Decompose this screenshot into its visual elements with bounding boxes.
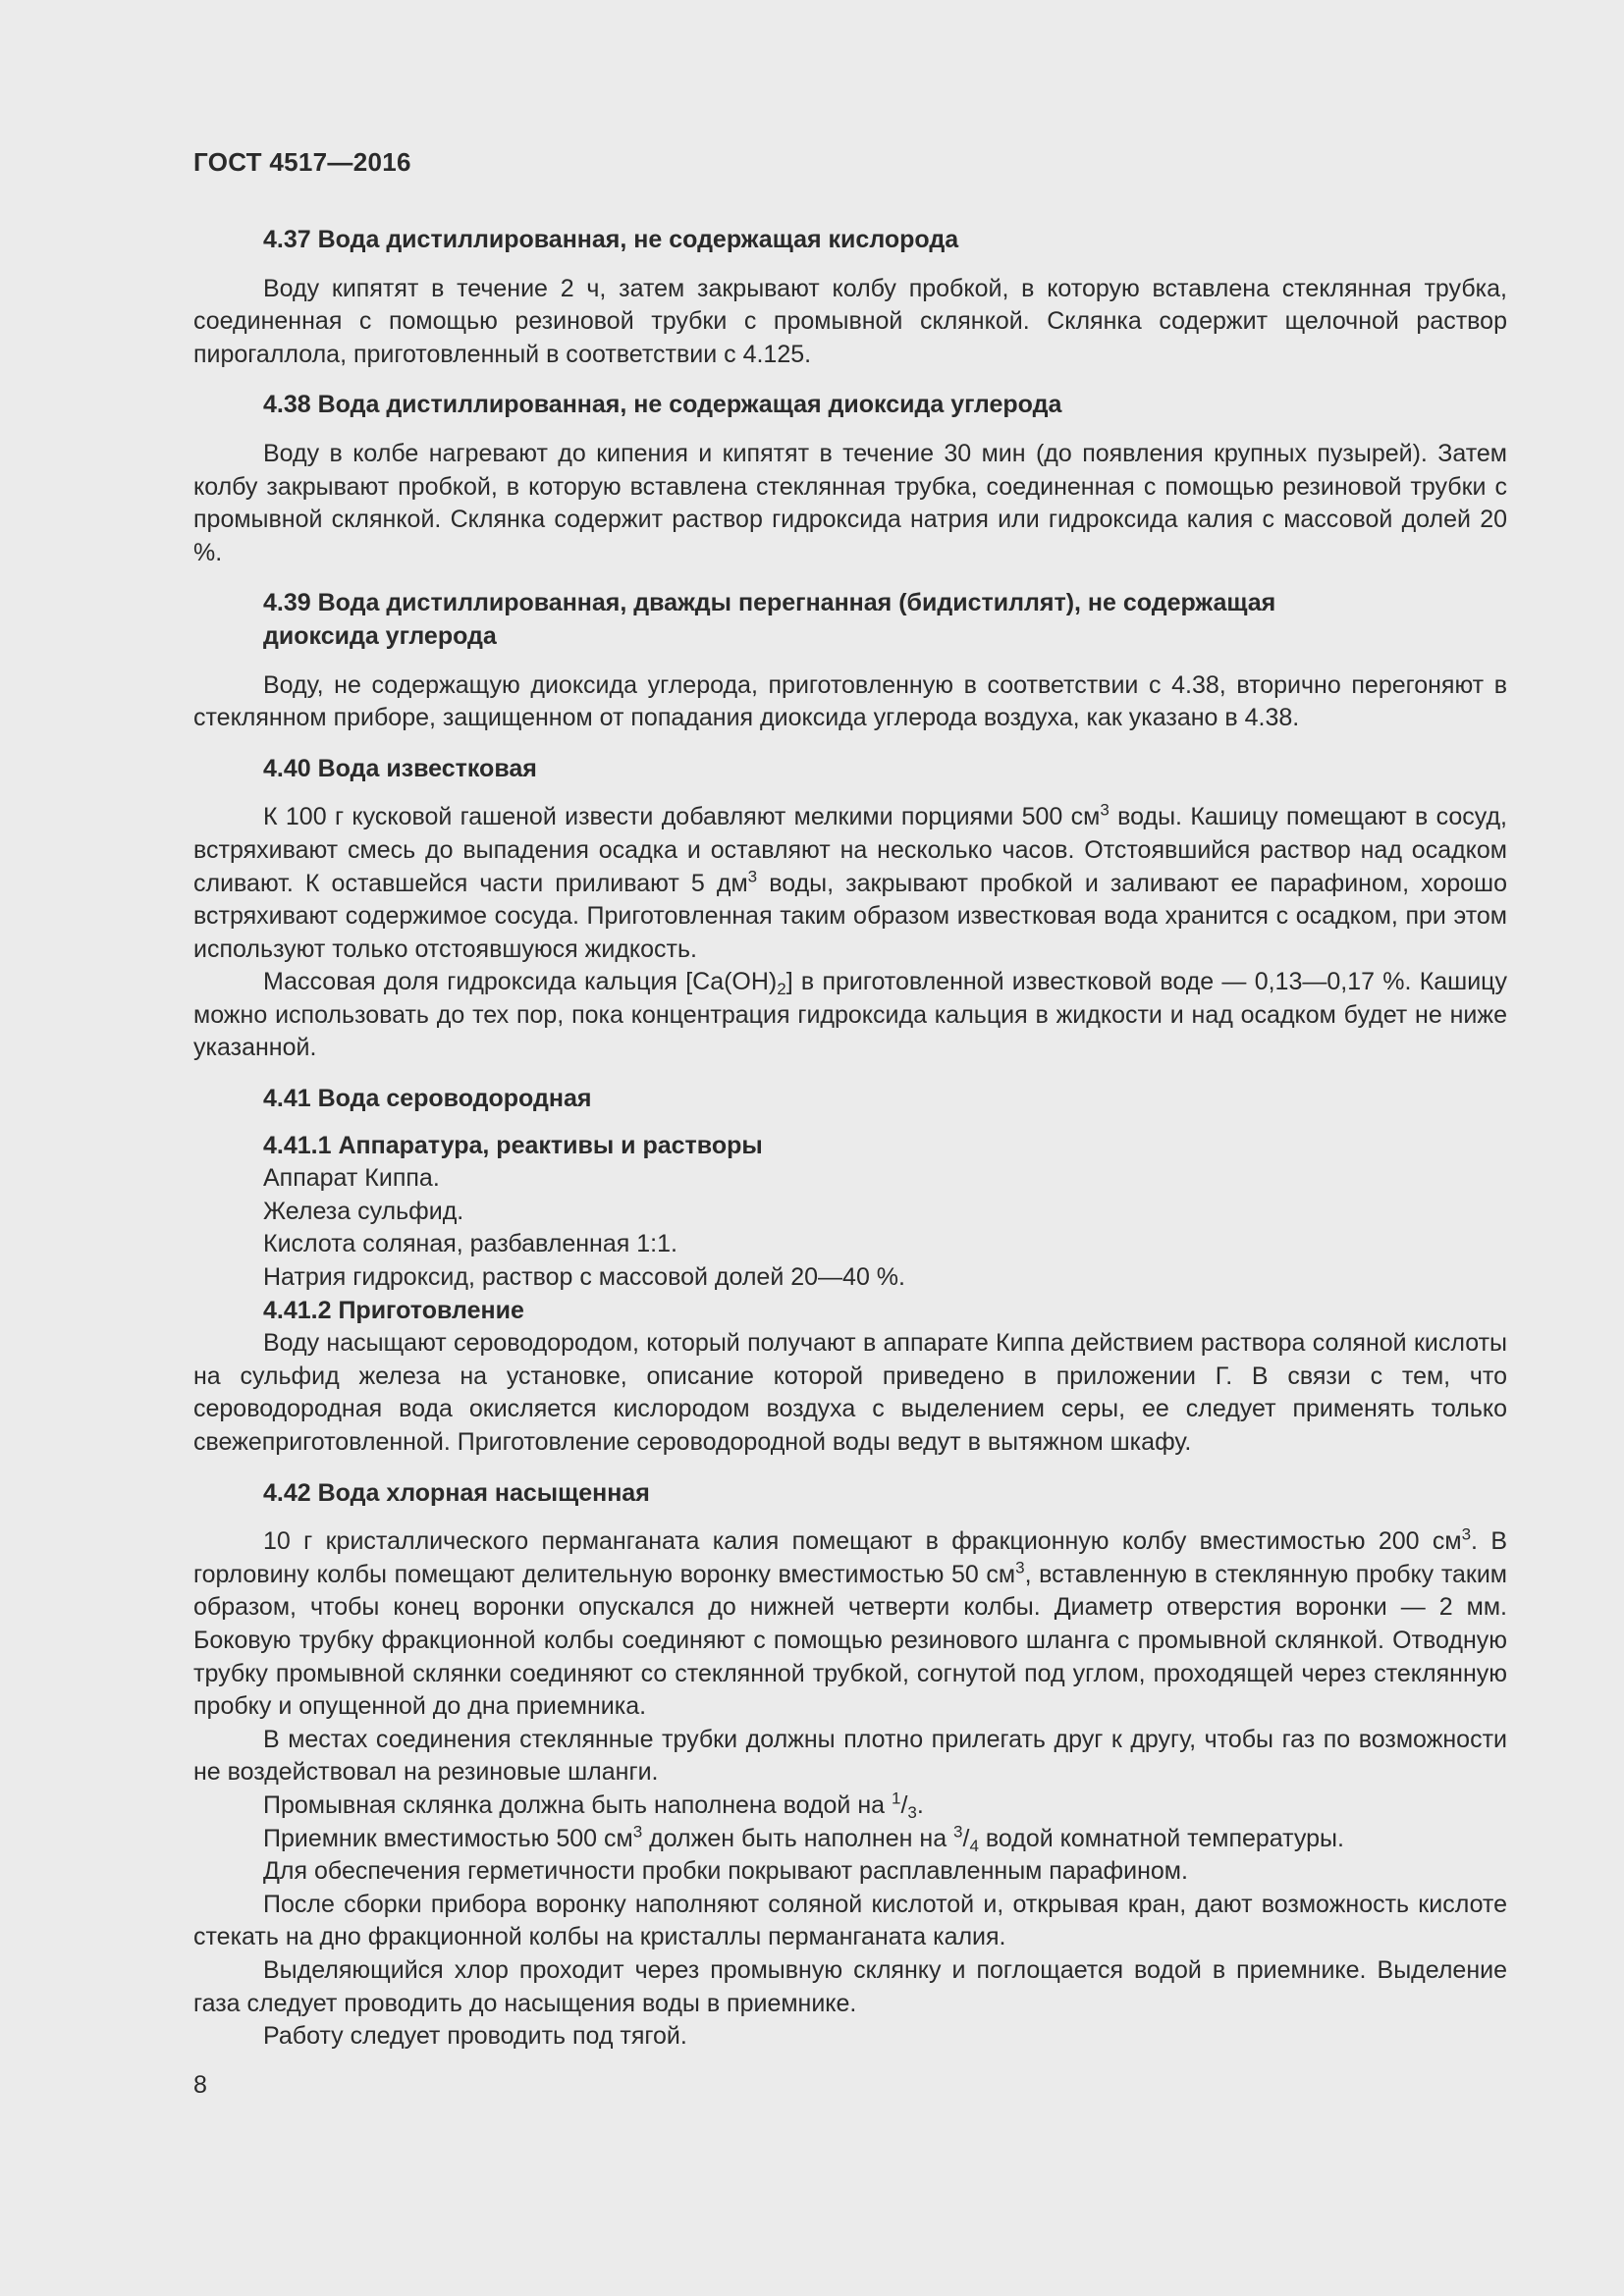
section-4-41-2-title: 4.41.2 Приготовление: [263, 1296, 524, 1324]
section-4-42-paragraph-8: Работу следует проводить под тягой.: [263, 2022, 687, 2051]
section-4-39-title-line2: диоксида углерода: [263, 621, 497, 650]
list-item: Кислота соляная, разбавленная 1:1.: [263, 1230, 677, 1258]
list-item: Аппарат Киппа.: [263, 1164, 440, 1193]
section-4-39-paragraph: Воду, не содержащую диоксида углерода, приготовленную в соответствии с 4.38, вторично перегоняют в стеклянном приборе, защищенном от попадания диоксида углерода воздуха, как указано в 4.38.: [193, 670, 1507, 732]
section-4-37-paragraph: Воду кипятят в течение 2 ч, затем закрывают колбу пробкой, в которую вставлена стеклянная трубка, соединенная с помощью резиновой трубки с промывной склянкой. Склянка содержит щелочной раствор пирогаллола, приготовленный в соответствии с 4.125.: [193, 274, 1507, 368]
section-4-38-paragraph: Воду в колбе нагревают до кипения и кипятят в течение 30 мин (до появления крупных пузырей). Затем колбу закрывают пробкой, в которую вставлена стеклянная трубка, соединенная с помощью резиновой трубки с промывной склянкой. Склянка содержит раствор гидроксида натрия или гидроксида калия с массовой долей 20 %.: [193, 439, 1507, 566]
section-4-41-2-paragraph: Воду насыщают сероводородом, который получают в аппарате Киппа действием раствора соляной кислоты на сульфид железа на установке, описание которой приведено в приложении Г. В связи с тем, что сероводородная вода окисляется кислородом воздуха с выделением серы, ее следует применять только свежеприготовленной. Приготовление сероводородной воды ведут в вытяжном шкафу.: [193, 1329, 1507, 1456]
section-4-40-paragraph-1: К 100 г кусковой гашеной извести добавляют мелкими порциями 500 $см^3$ воды. Кашицу помещают в сосуд, встряхивают смесь до выпадения осадка и оставляют на несколько часов. Отстоявшийся раствор над осадком сливают. К оставшейся части приливают 5 $дм^3$ воды, закрывают пробкой и заливают ее парафином, хорошо встряхивают содержимое сосуда. Приготовленная таким образом известковая вода хранится с осадком, при этом используют только отстоявшуюся жидкость.: [193, 800, 1507, 963]
section-4-42-paragraph-6: После сборки прибора воронку наполняют соляной кислотой и, открывая кран, дают возможность кислоте стекать на дно фракционной колбы на кристаллы перманганата калия.: [193, 1890, 1507, 1951]
section-4-42-paragraph-3: Промывная склянка должна быть наполнена водой на $^1/_3$.: [263, 1789, 924, 1823]
page-number: 8: [193, 2071, 207, 2099]
section-4-42-paragraph-1: 10 г кристаллического перманганата калия помещают в фракционную колбу вместимостью 200 $см^3$. В горловину колбы помещают делительную воронку вместимостью 50 $см^3$, вставленную в стеклянную пробку таким образом, чтобы конец воронки опускался до нижней четверти колбы. Диаметр отверстия воронки — 2 мм. Боковую трубку фракционной колбы соединяют с помощью резинового шланга с промывной склянкой. Отводную трубку промывной склянки соединяют со стеклянной трубкой, согнутой под углом, проходящей через стеклянную пробку и опущенной до дна приемника.: [193, 1524, 1507, 1721]
section-4-39-title: [193, 587, 1507, 653]
section-4-42-title: 4.42 Вода хлорная насыщенная: [263, 1478, 650, 1507]
section-4-42-paragraph-7: Выделяющийся хлор проходит через промывную склянку и поглощается водой в приемнике. Выделение газа следует проводить до насыщения воды в приемнике.: [193, 1955, 1507, 2017]
section-4-41-1-title: 4.41.1 Аппаратура, реактивы и растворы: [263, 1131, 763, 1159]
section-4-40-title: 4.40 Вода известковая: [263, 754, 537, 782]
document-header: ГОСТ 4517—2016: [193, 147, 411, 177]
section-4-37-title: 4.37 Вода дистиллированная, не содержащая кислорода: [263, 226, 959, 253]
list-item: Натрия гидроксид, раствор с массовой долей 20—40 %.: [263, 1263, 905, 1292]
document-body: [193, 224, 1507, 2054]
section-4-40-paragraph-2: Массовая доля гидроксида кальция $[Ca(OH)_2]$ в приготовленной известковой воде — 0,13—0,17 %. Кашицу можно использовать до тех пор, пока концентрация гидроксида кальция в жидкости и над осадком будет не ниже указанной.: [193, 968, 1507, 1062]
section-4-38-title: 4.38 Вода дистиллированная, не содержащая диоксида углерода: [263, 391, 1062, 419]
section-4-41-title: 4.41 Вода сероводородная: [263, 1085, 592, 1113]
section-4-42-paragraph-4: Приемник вместимостью 500 $см^3$ должен быть наполнен на $^3/_4$ водой комнатной температуры.: [263, 1822, 1344, 1855]
section-4-42-paragraph-2: В местах соединения стеклянные трубки должны плотно прилегать друг к другу, чтобы газ по возможности не воздействовал на резиновые шланги.: [193, 1725, 1507, 1787]
section-4-39-title-line1: 4.39 Вода дистиллированная, дважды перегнанная (бидистиллят), не содержащая: [263, 589, 1276, 617]
list-item: Железа сульфид.: [263, 1197, 464, 1225]
section-4-42-paragraph-5: Для обеспечения герметичности пробки покрывают расплавленным парафином.: [263, 1857, 1188, 1886]
